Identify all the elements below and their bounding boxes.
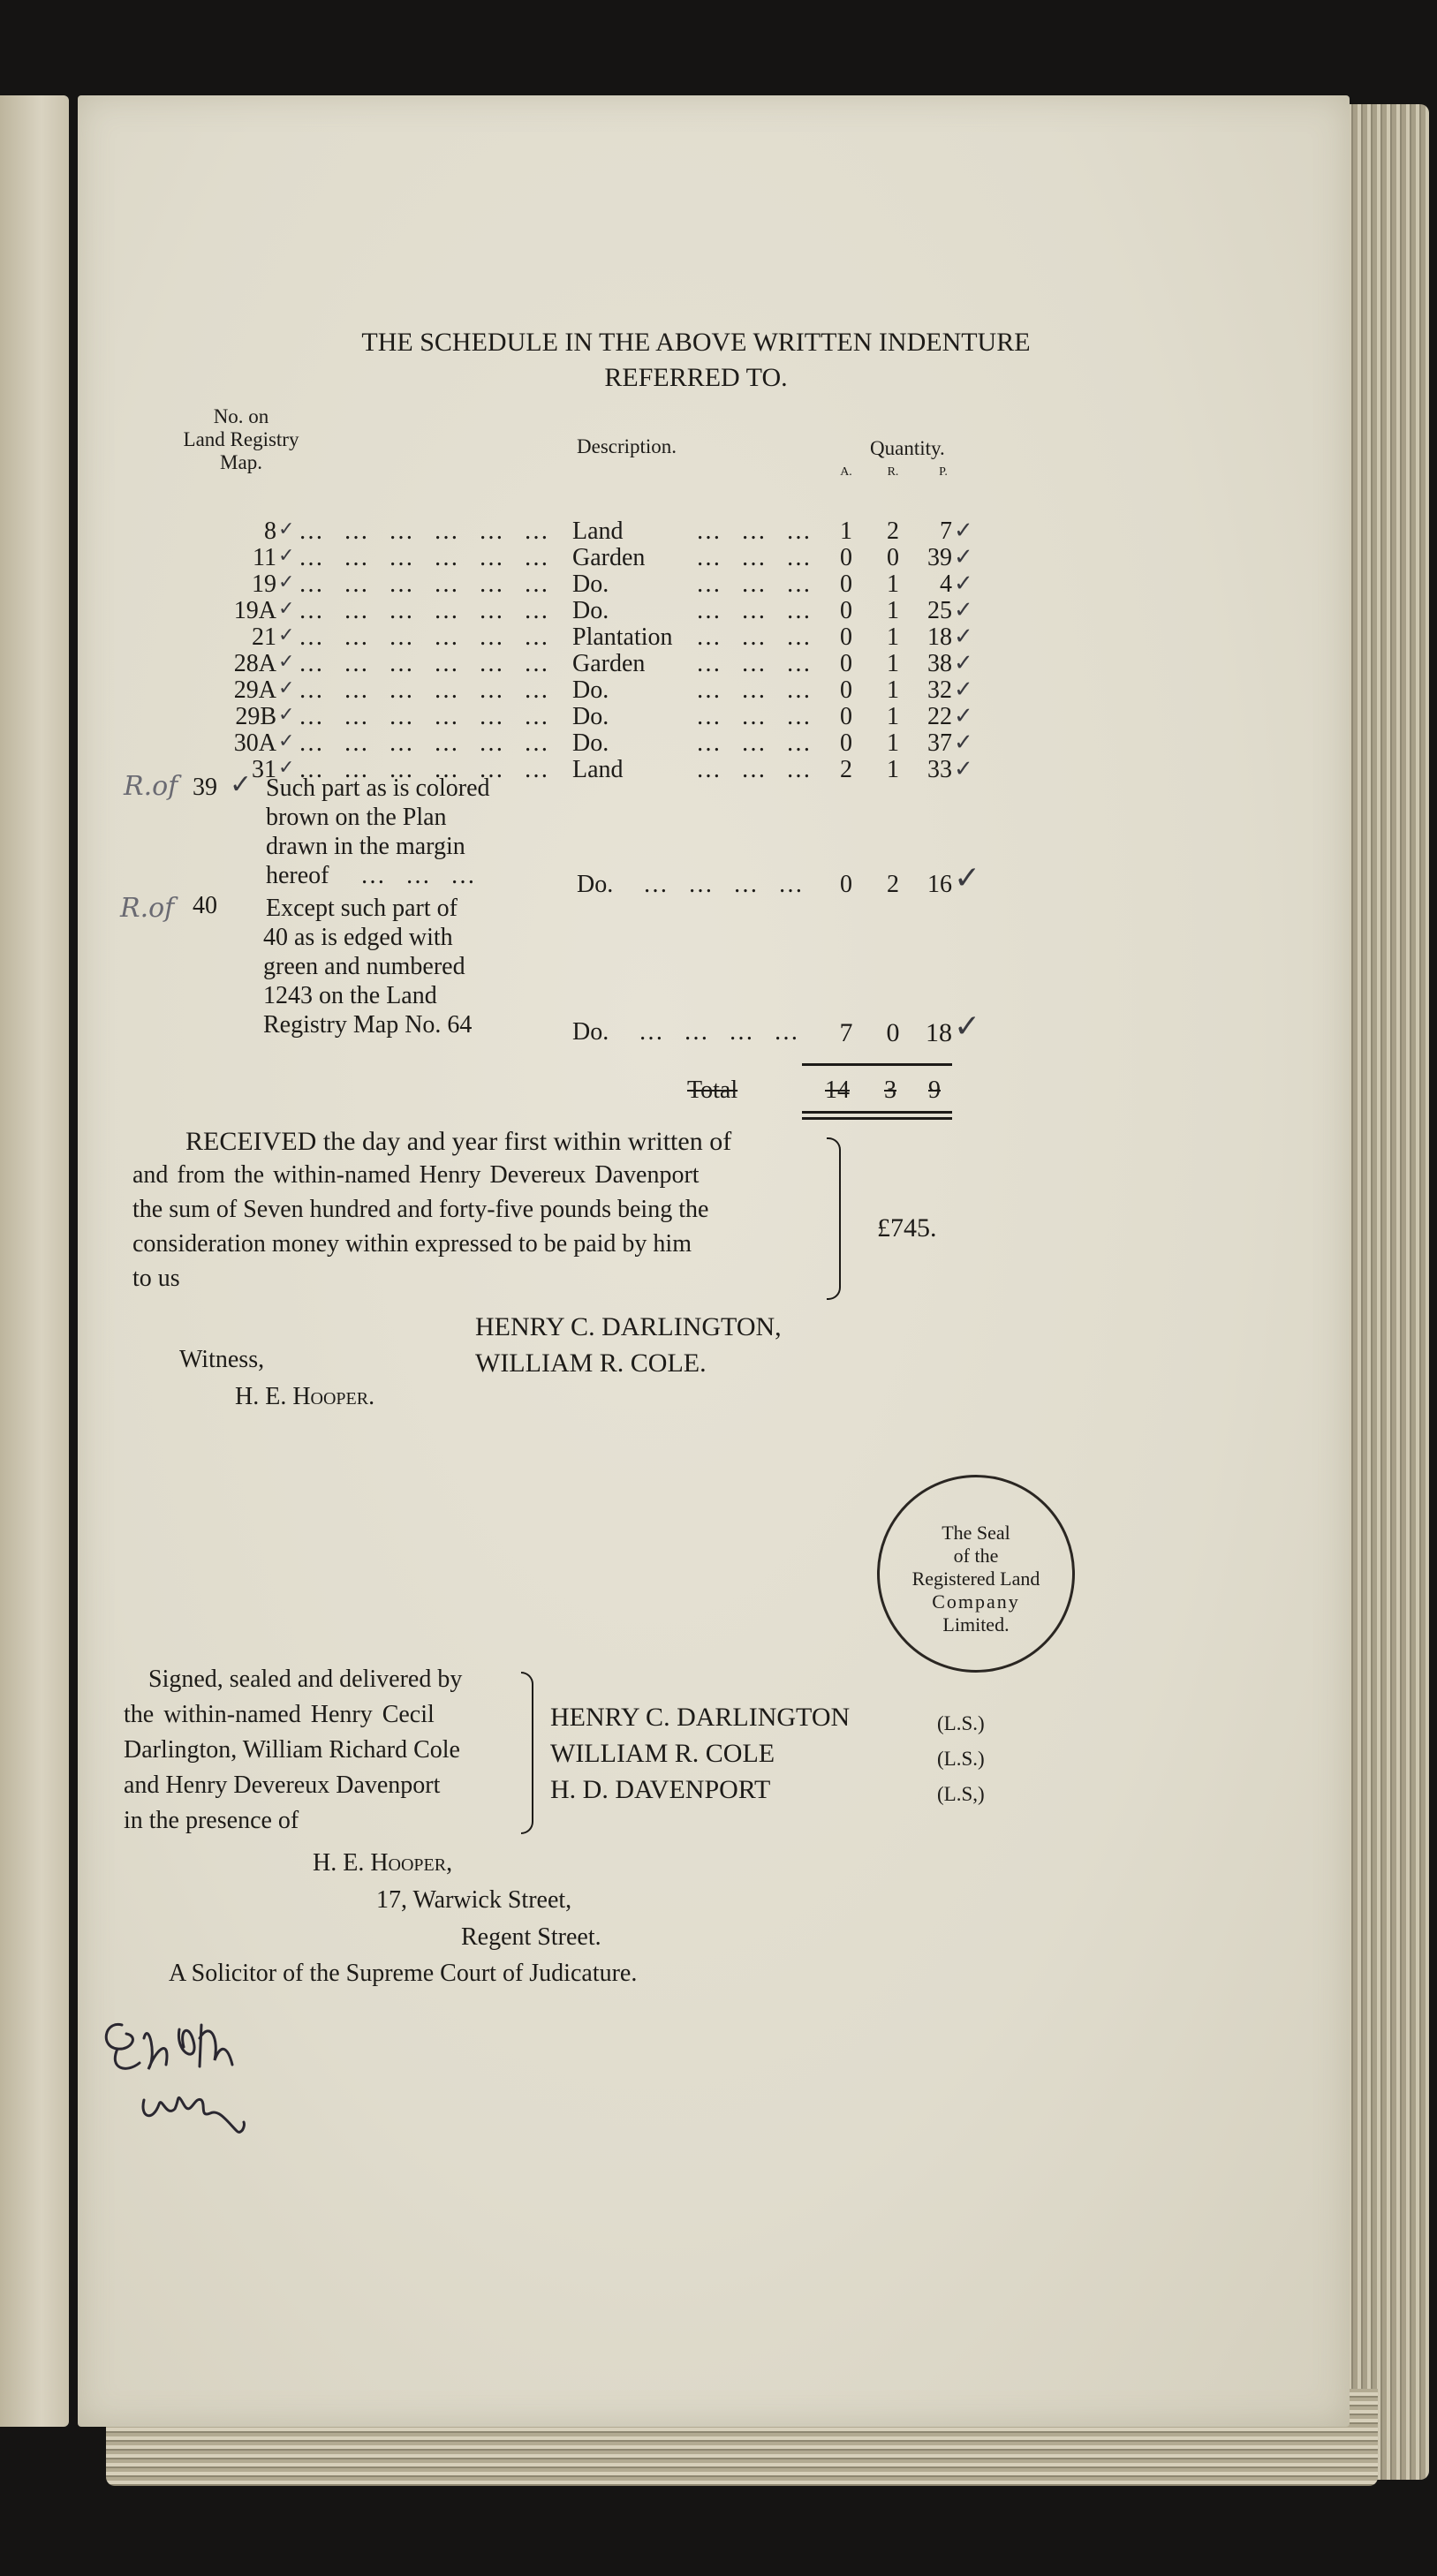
row-40-a: 7 — [839, 1018, 853, 1047]
row-5-p: 38 — [927, 650, 952, 677]
schedule-subheading: REFERRED TO. — [604, 363, 788, 392]
check-mark-icon: ✓ — [278, 623, 295, 646]
seal-mark-1: (L.S.) — [937, 1712, 985, 1734]
row-2-p: 4 — [940, 570, 952, 598]
row-40-text-3: green and numbered — [263, 953, 465, 980]
receipt-line-5: to us — [132, 1265, 180, 1292]
col-map-no-line3: Map. — [220, 451, 262, 473]
leader-dots: … … … … … … — [299, 650, 551, 677]
receipt-amount: £745. — [877, 1213, 937, 1243]
leader-dots: … … … — [696, 623, 813, 651]
check-mark-icon: ✓ — [954, 676, 973, 702]
solicitor-address-1: 17, Warwick Street, — [376, 1886, 572, 1914]
row-0-desc: Land — [572, 517, 624, 545]
row-6-desc: Do. — [572, 676, 609, 704]
receipt-brace — [827, 1137, 841, 1300]
leader-dots: … … … … … … — [299, 703, 551, 730]
check-mark-icon: ✓ — [278, 544, 295, 566]
check-mark-icon: ✓ — [954, 1008, 981, 1044]
row-39-text-3: drawn in the margin — [266, 833, 465, 860]
receipt-line-4: consideration money within expressed to be paid by him — [132, 1230, 692, 1258]
row-6-map-no: 29A — [233, 676, 276, 704]
check-mark-icon: ✓ — [954, 517, 973, 543]
receipt-line-3: the sum of Seven hundred and forty-five pounds being the — [132, 1196, 709, 1223]
check-mark-icon: ✓ — [278, 703, 295, 725]
row-6-a: 0 — [840, 676, 852, 704]
execution-line-3: Darlington, William Richard Cole — [124, 1736, 460, 1764]
row-8-p: 37 — [927, 729, 952, 757]
row-1-desc: Garden — [572, 544, 646, 571]
pencil-margin-note-39: R.of — [124, 771, 178, 802]
receipt-signatory-2: WILLIAM R. COLE. — [475, 1348, 707, 1378]
leader-dots: … … … — [696, 517, 813, 545]
row-6-p: 32 — [927, 676, 952, 704]
receipt-signatory-1: HENRY C. DARLINGTON, — [475, 1312, 782, 1341]
leader-dots: … … … — [696, 570, 813, 598]
execution-line-4: and Henry Devereux Davenport — [124, 1771, 441, 1799]
leader-dots: … … … … … … — [299, 756, 551, 783]
row-6-r: 1 — [887, 676, 899, 704]
row-8-desc: Do. — [572, 729, 609, 757]
seal-text-3: Registered Land — [911, 1568, 1040, 1590]
leader-dots: … … … — [696, 544, 813, 571]
seal-text-2: of the — [953, 1545, 999, 1567]
check-mark-icon: ✓ — [278, 597, 295, 619]
row-9-map-no: 31 — [252, 756, 276, 783]
seal-text-1: The Seal — [942, 1522, 1010, 1544]
handwritten-initials-signature — [95, 1985, 307, 2162]
check-mark-icon: ✓ — [954, 650, 973, 676]
row-0-map-no: 8 — [264, 517, 276, 545]
seal-text-4: Company — [932, 1590, 1020, 1613]
col-map-no-line2: Land Registry — [183, 428, 299, 450]
solicitor-name: H. E. Hooper, — [313, 1849, 453, 1877]
total-top-rule — [802, 1063, 952, 1066]
row-4-desc: Plantation — [572, 623, 673, 651]
check-mark-icon: ✓ — [954, 860, 981, 895]
row-40-text-1: Except such part of — [266, 895, 458, 922]
row-1-r: 0 — [887, 544, 899, 571]
row-39-no: 39 — [193, 774, 217, 801]
total-r: 3 — [884, 1076, 896, 1104]
total-double-rule — [802, 1111, 952, 1114]
total-a: 14 — [825, 1076, 850, 1104]
seal-mark-2: (L.S.) — [937, 1748, 985, 1770]
check-mark-icon: ✓ — [954, 597, 973, 623]
row-40-text-5: Registry Map No. 64 — [263, 1011, 473, 1039]
check-mark-icon: ✓ — [278, 517, 295, 540]
row-1-map-no: 11 — [253, 544, 276, 571]
check-mark-icon: ✓ — [278, 756, 295, 778]
solicitor-address-2: Regent Street. — [461, 1923, 601, 1951]
row-9-r: 1 — [887, 756, 899, 783]
check-mark-icon: ✓ — [278, 570, 295, 593]
leader-dots: … … … — [696, 756, 813, 783]
leader-dots: … … … … — [639, 1018, 801, 1046]
row-1-p: 39 — [927, 544, 952, 571]
leader-dots: … … … — [696, 703, 813, 730]
row-2-r: 1 — [887, 570, 899, 598]
row-39-p: 16 — [927, 871, 952, 898]
row-39-desc: Do. — [577, 871, 614, 898]
leader-dots: … … … — [696, 650, 813, 677]
row-0-p: 7 — [940, 517, 952, 545]
witness-label: Witness, — [179, 1346, 265, 1373]
row-1-a: 0 — [840, 544, 852, 571]
execution-signatory-3: H. D. DAVENPORT — [550, 1775, 771, 1804]
execution-brace — [521, 1672, 533, 1834]
total-label: Total — [687, 1076, 738, 1104]
row-8-map-no: 30A — [233, 729, 276, 757]
row-39-r: 2 — [887, 871, 899, 898]
witness-name: H. E. Hooper. — [235, 1383, 375, 1410]
leader-dots: … … … … … … — [299, 570, 551, 598]
row-4-p: 18 — [927, 623, 952, 651]
leader-dots: … … … — [696, 597, 813, 624]
row-4-a: 0 — [840, 623, 852, 651]
row-39-text-1: Such part as is colored — [266, 774, 490, 802]
row-4-r: 1 — [887, 623, 899, 651]
leader-dots: … … … … … … — [299, 676, 551, 704]
leader-dots: … … … — [696, 676, 813, 704]
row-5-desc: Garden — [572, 650, 646, 677]
facing-page-edge — [0, 95, 69, 2427]
execution-line-5: in the presence of — [124, 1807, 299, 1834]
company-seal — [877, 1475, 1075, 1673]
row-40-no: 40 — [193, 892, 217, 919]
check-mark-icon: ✓ — [278, 650, 295, 672]
leader-dots: … … … — [360, 862, 478, 889]
row-7-a: 0 — [840, 703, 852, 730]
row-40-p: 18 — [926, 1018, 952, 1047]
row-0-a: 1 — [840, 517, 852, 545]
total-double-rule — [802, 1117, 952, 1120]
row-8-a: 0 — [840, 729, 852, 757]
leader-dots: … … … … … … — [299, 597, 551, 624]
row-3-a: 0 — [840, 597, 852, 624]
check-mark-icon: ✓ — [230, 770, 253, 799]
receipt-line-2: and from the within-named Henry Devereux Davenport — [132, 1161, 700, 1189]
row-7-r: 1 — [887, 703, 899, 730]
seal-mark-3: (L.S,) — [937, 1783, 985, 1805]
row-5-r: 1 — [887, 650, 899, 677]
seal-text-5: Limited. — [942, 1613, 1010, 1635]
row-3-map-no: 19A — [233, 597, 276, 624]
total-p: 9 — [928, 1076, 941, 1104]
row-5-map-no: 28A — [233, 650, 276, 677]
check-mark-icon: ✓ — [954, 623, 973, 649]
row-3-desc: Do. — [572, 597, 609, 624]
row-9-a: 2 — [840, 756, 852, 783]
col-quantity: Quantity. — [870, 437, 945, 459]
row-9-desc: Land — [572, 756, 624, 783]
row-5-a: 0 — [840, 650, 852, 677]
execution-line-1: Signed, sealed and delivered by — [148, 1666, 463, 1693]
check-mark-icon: ✓ — [954, 756, 973, 782]
schedule-heading: THE SCHEDULE IN THE ABOVE WRITTEN INDENTURE — [361, 328, 1031, 357]
execution-line-2: the within-named Henry Cecil — [124, 1701, 435, 1728]
check-mark-icon: ✓ — [278, 729, 295, 752]
col-perches: P. — [939, 465, 948, 479]
row-40-desc: Do. — [572, 1018, 609, 1046]
leader-dots: … … … … … … — [299, 729, 551, 757]
row-7-desc: Do. — [572, 703, 609, 730]
row-0-r: 2 — [887, 517, 899, 545]
row-39-text-2: brown on the Plan — [266, 804, 447, 831]
row-40-text-4: 1243 on the Land — [263, 982, 437, 1009]
row-4-map-no: 21 — [252, 623, 276, 651]
row-7-p: 22 — [927, 703, 952, 730]
row-3-p: 25 — [927, 597, 952, 624]
row-40-text-2: 40 as is edged with — [263, 924, 453, 951]
pencil-margin-note-40: R.of — [120, 893, 175, 924]
leader-dots: … … … … — [643, 871, 805, 898]
receipt-line-1: RECEIVED the day and year first within written of — [185, 1127, 732, 1156]
row-7-map-no: 29B — [235, 703, 276, 730]
check-mark-icon: ✓ — [954, 703, 973, 729]
check-mark-icon: ✓ — [954, 544, 973, 570]
check-mark-icon: ✓ — [954, 729, 973, 755]
row-2-map-no: 19 — [252, 570, 276, 598]
leader-dots: … … … … … … — [299, 623, 551, 651]
row-39-a: 0 — [840, 871, 852, 898]
row-39-text-4: hereof — [266, 862, 329, 889]
col-description: Description. — [577, 435, 677, 457]
row-3-r: 1 — [887, 597, 899, 624]
solicitor-title: A Solicitor of the Supreme Court of Judicature. — [169, 1960, 638, 1987]
row-2-a: 0 — [840, 570, 852, 598]
execution-signatory-1: HENRY C. DARLINGTON — [550, 1703, 851, 1732]
row-8-r: 1 — [887, 729, 899, 757]
leader-dots: … … … … … … — [299, 517, 551, 545]
document-page — [78, 95, 1350, 2427]
col-map-no-line1: No. on — [213, 405, 269, 427]
row-9-p: 33 — [927, 756, 952, 783]
col-acres: A. — [840, 465, 852, 479]
check-mark-icon: ✓ — [954, 570, 973, 596]
check-mark-icon: ✓ — [278, 676, 295, 699]
leader-dots: … … … — [696, 729, 813, 757]
leader-dots: … … … … … … — [299, 544, 551, 571]
row-40-r: 0 — [886, 1018, 900, 1047]
col-roods: R. — [887, 465, 899, 479]
execution-signatory-2: WILLIAM R. COLE — [550, 1739, 775, 1768]
row-2-desc: Do. — [572, 570, 609, 598]
